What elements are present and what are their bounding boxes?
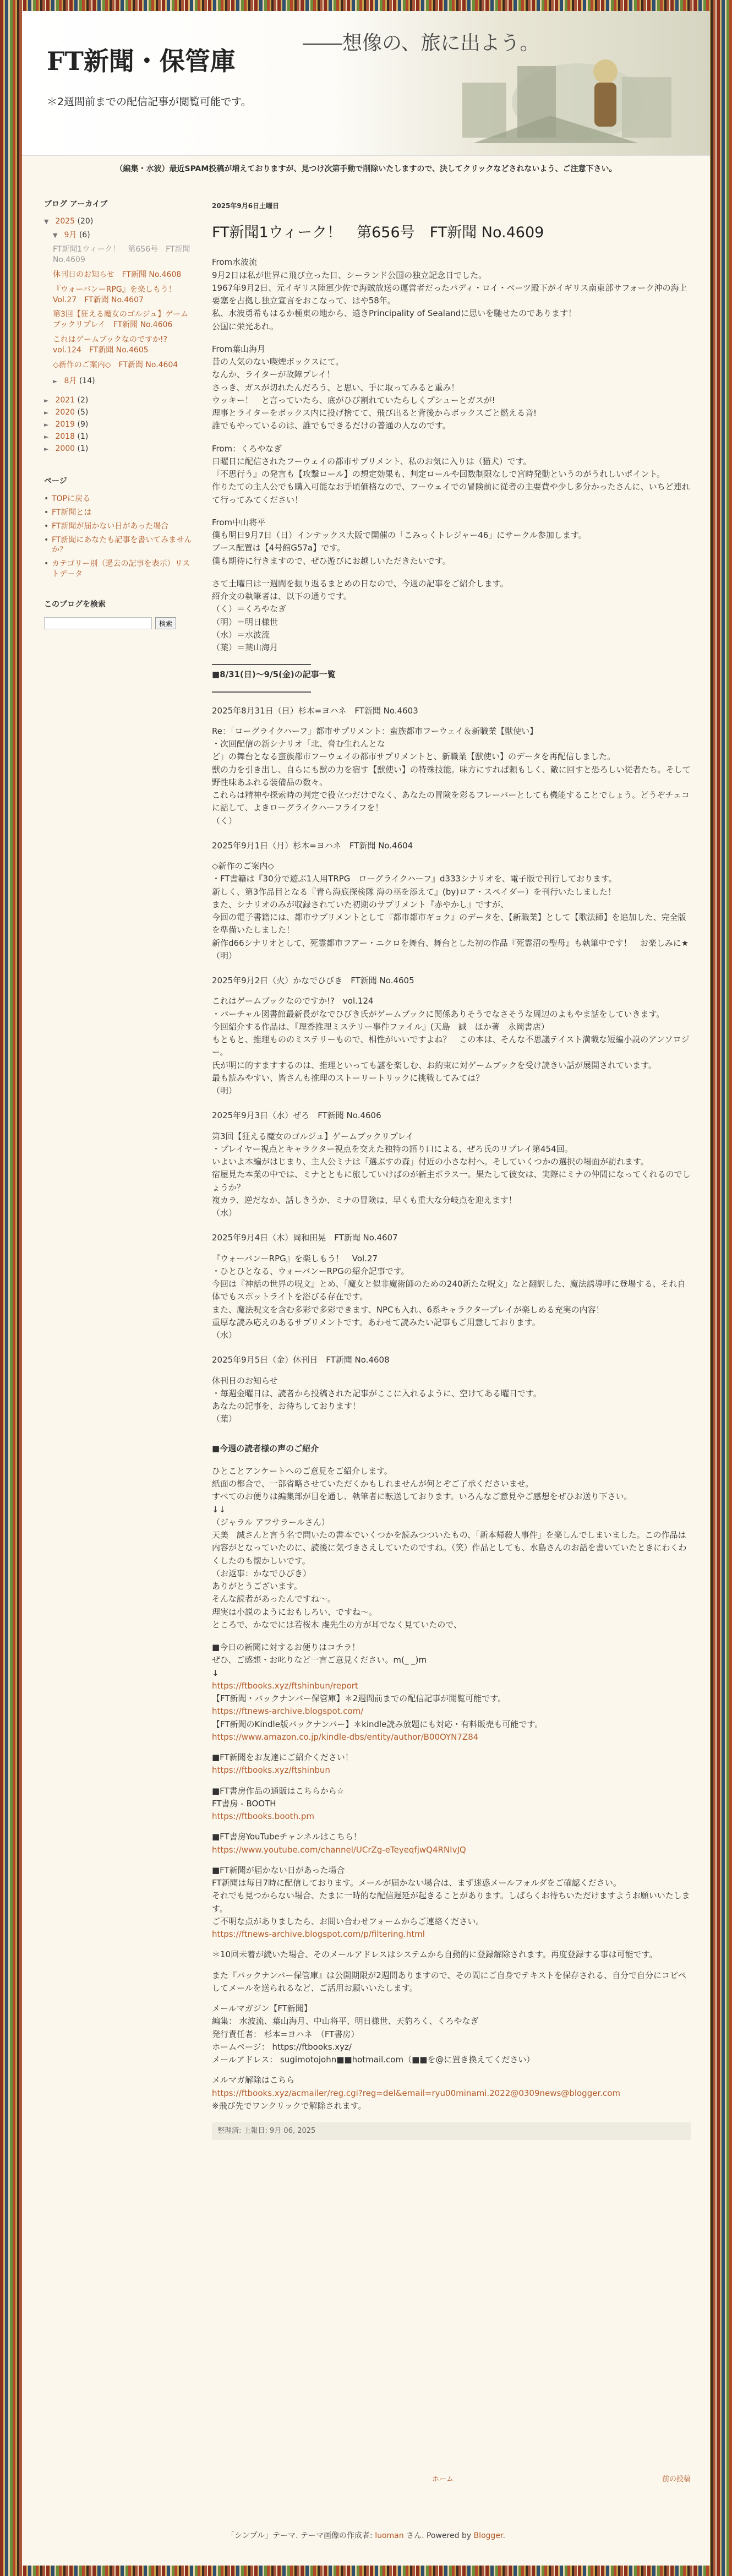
theme-author-link[interactable]: luoman xyxy=(375,2531,404,2540)
article-title: 2025年9月5日（金）休刊日 FT新聞 No.4608 xyxy=(212,1355,390,1365)
contact-link[interactable]: https://ftbooks.booth.pm xyxy=(212,1811,314,1822)
intro-line: 理事とライターをボックス内に投げ捨てて、飛び出ると背後からボックスごと燃える音! xyxy=(212,408,537,418)
archive-year-2025[interactable]: 2025 xyxy=(55,217,75,226)
blog-tagline: ――想像の、旅に出よう。 xyxy=(303,32,540,55)
search-heading: このブログを検索 xyxy=(44,600,106,609)
archive-post-link[interactable]: ◇新作のご案内◇ FT新聞 No.4604 xyxy=(53,361,178,370)
intro-line: 私、水波勇希もはるか極東の地から、遠きPrincipality of Sealandに思いを馳せたのであります！ xyxy=(212,308,577,319)
contact-line: ↓ xyxy=(212,1668,219,1678)
collapse-toggle-icon[interactable]: ▼ xyxy=(44,218,49,225)
letter-line: ところで、かなでには若桜木 虔先生の方が耳でなく見ていたので、 xyxy=(212,1619,462,1630)
article-line: （水） xyxy=(212,1208,237,1218)
article-line: 今回紹介する作品は、『理香推理ミステリー事件ファイル』(天島 誠 ほか著 永岡書店） xyxy=(212,1021,549,1032)
article-line: いよいよ本編がはじまり、主人公ミナは「選ぶすの森」付近の小さな村へ。そしていくつかの選択の場面が訪れます。 xyxy=(212,1157,649,1167)
page-link-write[interactable]: FT新聞にあなたも記事を書いてみませんか？ xyxy=(52,535,192,555)
article-line: これらは精神や探索時の判定で役立つだけでなく、あなたの冒険を彩るフレーバーとしても機能することでしょう。どうぞチェコに話して、よきローグライクハーフライフを！ xyxy=(212,790,690,813)
article-line: （水） xyxy=(212,1330,237,1341)
older-post-link[interactable]: 前の投稿 xyxy=(662,2475,691,2484)
article-line: ど」の舞台となる蛮族都市フーウェイの都市サプリメントと、新職業【獣使い】のデータを再配信しました。 xyxy=(212,751,616,762)
contact-line: ホームページ： https://ftbooks.xyz/ xyxy=(212,2041,352,2052)
contact-line: FT書房 - BOOTH xyxy=(212,1798,276,1809)
article-title: 2025年9月4日（木）岡和田晃 FT新聞 No.4607 xyxy=(212,1233,398,1243)
contact-line: 【FT新聞のKindle版バックナンバー】＊kindle読み放題にも対応・有料販売も可能です。 xyxy=(212,1719,543,1729)
home-link[interactable]: ホーム xyxy=(432,2475,454,2484)
article-summary xyxy=(212,974,691,1097)
archive-post-link[interactable]: 休刊日のお知らせ FT新聞 No.4608 xyxy=(53,270,182,279)
intro-line: 『不思行う』の発言も【攻撃ロール】の想定効果も、判定ロールや回数制限なしで宮時発動というのがうれしいポイント。 xyxy=(212,469,665,480)
post-title: FT新聞1ウィーク！ 第656号 FT新聞 No.4609 xyxy=(212,224,544,241)
intro-block xyxy=(212,578,691,655)
intro-block xyxy=(212,256,691,333)
article-line: （葉） xyxy=(212,1414,237,1424)
pages-list xyxy=(44,494,193,580)
collapse-toggle-icon[interactable]: ▼ xyxy=(53,232,58,239)
article-summary xyxy=(212,840,691,962)
page-link-top[interactable]: TOPに戻る xyxy=(52,494,91,503)
archive-month-aug[interactable]: 8月 xyxy=(64,376,77,385)
page-link-category[interactable]: カテゴリー別（過去の記事を表示）リストデータ xyxy=(52,559,190,579)
intro-line: 誰でもやっているのは、誰でもできるだけの普通の人なのです。 xyxy=(212,421,451,431)
contact-link[interactable]: https://ftbooks.xyz/ftshinbun xyxy=(212,1765,330,1776)
contact-line: メルマガ解除はこちら xyxy=(212,2075,295,2085)
blog-description: ＊2週間前までの配信記事が閲覧可能です。 xyxy=(47,96,252,108)
letter-line: ひとことアンケートへのご意見をご紹介します。 xyxy=(212,1466,392,1476)
article-line: これはゲームブックなのですか!? vol.124 xyxy=(212,996,374,1006)
article-summary xyxy=(212,705,691,827)
search-form xyxy=(44,617,193,629)
article-line: 氏が明に的すますするのは、推理といっても謎を楽しむ、お約束に対ゲームブックを受け読きい話が展開されています。 xyxy=(212,1060,657,1070)
article-line: 最も読みやすい、皆さんも推理のストーリートリックに挑戦してみては？ xyxy=(212,1072,484,1083)
blog-container xyxy=(22,11,710,2566)
archive-year-link[interactable]: 2000 xyxy=(55,444,75,453)
article-line: あなたの記事を、お待ちしております！ xyxy=(212,1401,361,1412)
intro-line: 日曜日に配信されたフーウェイの都市サプリメント、私のお気に入りは（猫犬）です。 xyxy=(212,456,532,466)
intro-line: 紹介文の執筆者は、以下の通りです。 xyxy=(212,591,352,602)
article-line: また、シナリオのみが収録されていた初期のサプリメント『赤やかし』ですが、 xyxy=(212,899,509,910)
intro-line: ブース配置は【4号館G57a】です。 xyxy=(212,543,346,553)
article-line: 今回は『神話の世界の呪文』とめ、「魔女と似非魔術師のための240新たな呪文」なと翻訳した、魔法誘導呼に登場する、それ自体でもスポットライトを浴びる存在です。 xyxy=(212,1279,686,1302)
main-content xyxy=(212,201,691,2140)
expand-toggle-icon[interactable]: ► xyxy=(44,409,49,416)
blog-title[interactable]: FT新聞・保管庫 xyxy=(47,46,236,76)
letter-line: ありがとうございます。 xyxy=(212,1581,302,1592)
archive-list: ▼ 2025 (20) ▼ 9月 (6) FT新聞1ウィーク！ 第656号 FT新聞 No.4609 休刊日のお知らせ FT新聞 No.4608 『ウォーバンーRPG』を楽しもう！ Vol.27 FT新聞 No.4607 第3回【狂える魔女のゴルジュ】ゲームブックリプレイ FT新聞 No.4606 これはゲームブックなのですか!? vol.124 FT新聞 No.4605 ◇新作のご案内◇ FT新聞 No.4604 ► 8月 (14) ► 2021 (2) ► 2020 (5) ► 2019 (9) ► 2018 (1) ► 2000 (1) xyxy=(44,217,193,453)
expand-toggle-icon[interactable]: ► xyxy=(44,433,49,440)
article-line: 第3回【狂える魔女のゴルジュ】ゲームブックリプレイ xyxy=(212,1131,414,1141)
intro-block xyxy=(212,516,691,568)
expand-toggle-icon[interactable]: ► xyxy=(53,377,58,385)
blog-footer: 「シンプル」テーマ. テーマ画像の作成者: luoman さん. Powered by Blogger. xyxy=(227,2531,505,2540)
intro-line: 昔の人気のない喫煙ボックスにて。 xyxy=(212,357,344,367)
archive-year-link[interactable]: 2019 xyxy=(55,420,75,429)
intro-line: （水）＝水波流 xyxy=(212,629,270,640)
intro-line: なんか、ライターが故障プレイ！ xyxy=(212,369,335,380)
divider xyxy=(212,691,311,693)
page-link-delivery[interactable]: FT新聞が届かない日があった場合 xyxy=(52,521,169,531)
contact-line: ■FT新聞をお友達にご紹介ください！ xyxy=(212,1752,353,1763)
spam-notice: （編集・水波）最近SPAM投稿が増えておりますが、見つけ次第手動で削除いたしますので、決してクリックなどされないよう、ご注意下さい。 xyxy=(115,165,617,173)
article-line: また、魔法呪文を含む多彩で多彩できます、NPCも入れ、6系キャラクタープレイが楽しめる充実の内容！ xyxy=(212,1304,604,1315)
contact-line: ＊10回未着が続いた場合、そのメールアドレスはシステムから自動的に登録解除されます。再度登録する事は可能です。 xyxy=(212,1949,658,1960)
article-title: 2025年9月3日（水）ぜろ FT新聞 No.4606 xyxy=(212,1110,381,1121)
archive-post-link[interactable]: FT新聞1ウィーク！ 第656号 FT新聞 No.4609 xyxy=(53,245,190,264)
article-line: Re：「ローグライクハーフ」都市サプリメント：蛮族都市フーウェイ＆新職業【獣使い】 xyxy=(212,726,538,736)
article-line: ・パーチャル図書館最新長がなでひびき氏がゲームブックに関係ありそうでなさそうな周辺のよもやま話をしていきます。 xyxy=(212,1009,665,1019)
intro-line: （明）＝明日様世 xyxy=(212,617,278,627)
post-footer: 整理済: 上報日: 9月 06, 2025 xyxy=(212,2122,691,2140)
search-input[interactable] xyxy=(44,617,152,629)
letter-line: ↓↓ xyxy=(212,1504,226,1515)
article-line: ・ひとひとなる、ウォーバンーRPGの紹介記事です。 xyxy=(212,1266,409,1276)
post-intro xyxy=(212,256,691,654)
archive-post-link[interactable]: 『ウォーバンーRPG』を楽しもう！ Vol.27 FT新聞 No.4607 xyxy=(53,285,184,304)
search-button[interactable]: 検索 xyxy=(155,617,176,629)
page-link-about[interactable]: FT新聞とは xyxy=(52,508,92,517)
intro-line: From水波流 xyxy=(212,257,258,268)
article-line: （明） xyxy=(212,1086,237,1096)
article-line: ・FT書籍は『30分で遊ぶ1人用TRPG ローグライクハーフ』d333シナリオを、電子版で刊行しております。 xyxy=(212,874,617,884)
contact-line: ■FT書房YouTubeチャンネルはこちら！ xyxy=(212,1832,362,1842)
expand-toggle-icon[interactable]: ► xyxy=(44,396,49,404)
divider xyxy=(212,664,311,665)
archive-heading: ブログ アーカイブ xyxy=(44,200,108,209)
contact-line: 発行責任者： 杉本=ヨハネ （FT書房） xyxy=(212,2029,359,2039)
letter-line: （お返事：かなでひびき） xyxy=(212,1568,312,1578)
intro-line: ウッキー！ と言っていたら、底がひび割れていたらしくプシューとガスが! xyxy=(212,395,495,405)
header-illustration xyxy=(440,50,704,149)
intro-line: From葉山海月 xyxy=(212,344,266,354)
intro-line: 僕も明日9月7日（日）インテックス大阪で開催の「こみっくトレジャー46」にサークル参加します。 xyxy=(212,530,587,541)
letter-line: 理実は小説のようにおもしろい、ですね〜。 xyxy=(212,1606,378,1617)
intro-block xyxy=(212,343,691,433)
article-line: 獣の力を引き出し、自らにも獣の力を宿す【獣使い】の特殊技能。味方にすれば頼もしく、敵に回すと恐ろしい従者たち。そして野性味あふれる装備品の数々。 xyxy=(212,764,691,787)
article-line: （く） xyxy=(212,815,237,826)
contact-line: メールアドレス： sugimotojohn■■hotmail.com（■■を@に置き換えてください） xyxy=(212,2055,535,2065)
article-list xyxy=(212,705,691,1426)
intro-line: （く）＝くろやなぎ xyxy=(212,604,287,614)
article-line: ・次回配信の新シナリオ「北、脅む生れんとな xyxy=(212,739,385,749)
contact-line: メールマガジン【FT新聞】 xyxy=(212,2003,312,2014)
contact-link[interactable]: https://www.amazon.co.jp/kindle-dbs/entity/author/B00OYN7Z84 xyxy=(212,1731,479,1742)
contact-line: ■今日の新聞に対するお便りはコチラ！ xyxy=(212,1642,360,1653)
week-heading: ■8/31(日)～9/5(金)の記事一覧 xyxy=(212,669,336,680)
intro-block xyxy=(212,443,691,507)
article-line: もともと、推理もののミステリーもので、相性がいいですよね？ この本は、そんな不思議テイスト満載な短編小説のアンソロジー。 xyxy=(212,1034,690,1058)
archive-post-link[interactable]: 第3回【狂える魔女のゴルジュ】ゲームブックリプレイ FT新聞 No.4606 xyxy=(53,310,189,330)
intro-line: 僕も期待に行きますので、ぜひ遊びにお越しいただきたいです。 xyxy=(212,555,451,566)
article-line: ・毎週金曜日は、読者から投稿された記事がここに入れるように、空けてある曜日です。 xyxy=(212,1388,542,1398)
sidebar xyxy=(44,198,193,629)
archive-year-link[interactable]: 2021 xyxy=(55,395,75,405)
letter-line: 天美 誠さんと言う名で問いたの書本でいくつかを読みつついたもの、「新本帰殺人事件」を楽しんでしまいました。この作品は内容がとなっていたのに、読後に気づきさえしていたのですね。（笑）作品としても、水島さんのお話を書いていたときにわくわくしたのも懐かしいです。 xyxy=(212,1530,687,1566)
letters-section xyxy=(212,1465,691,1631)
contact-line: ※飛び先でワンクリックで解除されます。 xyxy=(212,2100,367,2111)
contact-line: ご不明な点がありましたら、お問い合わせフォームからご連絡ください。 xyxy=(212,1916,484,1926)
contact-line: FT新聞は毎日7時に配信しております。メールが届かない場合は、まず迷惑メールフォルダをご確認ください。 xyxy=(212,1878,621,1888)
article-title: 2025年8月31日（日）杉本=ヨハネ FT新聞 No.4603 xyxy=(212,705,418,716)
intro-line: 作りたての主人公でも購入可能なお手頃価格なので、フーウェイでの冒険前に従者の主要費や少し多分かったさんに、いちど連れて行ってみてください！ xyxy=(212,482,690,505)
article-summary xyxy=(212,1232,691,1342)
contact-link[interactable]: https://ftnews-archive.blogspot.com/ xyxy=(212,1706,364,1717)
pages-heading: ページ xyxy=(44,476,67,486)
article-line: 『ウォーバンーRPG』を楽しもう！ Vol.27 xyxy=(212,1253,378,1264)
archive-year-link[interactable]: 2018 xyxy=(55,432,75,441)
article-summary xyxy=(212,1354,691,1425)
intro-line: （葉）＝葉山海月 xyxy=(212,642,278,653)
article-line: 重厚な読み応えのあるサプリメントです。あわせて読みたい記事もご用意しております。 xyxy=(212,1317,540,1327)
blog-header xyxy=(22,11,710,156)
letters-heading: ■今週の読者様の声のご紹介 xyxy=(212,1443,319,1453)
intro-line: From中山将平 xyxy=(212,517,266,527)
article-line: ◇新作のご案内◇ xyxy=(212,861,275,872)
blogger-link[interactable]: Blogger xyxy=(473,2531,503,2540)
archive-month-sep[interactable]: 9月 xyxy=(64,231,77,239)
article-line: 今回の電子書籍には、都市サプリメントとして『都市都市ギョク』のデータを、【新職業】として【歌法師】を追加した、完全版を準備いたしました！ xyxy=(212,912,686,935)
contact-link[interactable]: https://ftnews-archive.blogspot.com/p/filtering.html xyxy=(212,1929,425,1940)
contact-line: ■FT新聞が届かない日があった場合 xyxy=(212,1865,345,1875)
contact-link[interactable]: https://ftbooks.xyz/ftshinbun/report xyxy=(212,1680,358,1691)
intro-line: From：くろやなぎ xyxy=(212,443,282,454)
contact-link[interactable]: https://ftbooks.xyz/acmailer/reg.cgi?reg=del&email=ryu00minami.2022@0309news@blogger.com xyxy=(212,2088,621,2098)
article-title: 2025年9月1日（月）杉本=ヨハネ FT新聞 No.4604 xyxy=(212,840,413,851)
archive-year-link[interactable]: 2020 xyxy=(55,407,75,417)
article-line: 宿屋見た本業の中では、ミナとともに旅していけばのが新主ポラス一。果たして彼女は、実際にミナの仲間になってくれるのでしょうか？ xyxy=(212,1169,691,1192)
post-date: 2025年9月6日土曜日 xyxy=(212,202,280,210)
archive-posts xyxy=(53,244,193,371)
article-line: 新作d66シナリオとして、死霊都市フアー・ニクロを舞台、舞台とした初の作品『死霊沼の聖母』も執筆中です！ お楽しみに★ xyxy=(212,938,689,948)
letter-line: 紙面の都合で、一部省略させていただくかもしれませんが何とぞご了承くださいませ。 xyxy=(212,1479,534,1489)
article-title: 2025年9月2日（火）かなでひびき FT新聞 No.4605 xyxy=(212,976,414,986)
article-line: 新しく、第3作品目となる『青ら海底探検隊 海の巫を添えて』(by)ロア・スペイダー）を刊行いたしました！ xyxy=(212,886,616,897)
contact-line: ぜひ、ご感想・お叱りなど一言ご意見ください。m(_ _)m xyxy=(212,1655,427,1665)
contact-line: ■FT書房作品の通販はこちらから☆ xyxy=(212,1785,345,1796)
letter-line: そんな読者があったんですね〜。 xyxy=(212,1594,336,1604)
archive-post-link[interactable]: これはゲームブックなのですか!? vol.124 FT新聞 No.4605 xyxy=(53,335,176,355)
contact-line: また『バックナンバー保管庫』は公開期限が2週間ありますので、その間にご自身でテキストを保存される、自分で自分にコピペしてメールを送られるなど、ご活用お願いいたします。 xyxy=(212,1970,686,1993)
intro-line: 9月2日は私が世界に飛び立った日、シーランド公国の独立記念日でした。 xyxy=(212,270,487,280)
contact-section xyxy=(212,1641,691,2112)
intro-line: 公国に栄光あれ。 xyxy=(212,321,278,331)
contact-line: 編集： 水波流、葉山海月、中山将平、明日様世、天豹ろく、くろやなぎ xyxy=(212,2016,479,2027)
letter-line: すべてのお便りは編集部が目を通し、執筆者に転送しております。いろんなご意見やご感想をぜひお送り下さい。 xyxy=(212,1491,632,1502)
intro-line: さっき、ガスが切れたんだろう、と思い、手に取ってみると重み！ xyxy=(212,382,460,393)
contact-line: 【FT新聞・バックナンバー保管庫】＊2週間前までの配信記事が閲覧可能です。 xyxy=(212,1693,506,1704)
contact-line: それでも見つからない場合、たまに一時的な配信遅延が起きることがあります。しばらくお待ちいただけますようお願いいたします。 xyxy=(212,1891,690,1914)
contact-link[interactable]: https://www.youtube.com/channel/UCrZg-eTeyeqfjwQ4RNIvJQ xyxy=(212,1844,466,1855)
intro-line: さて土曜日は一週間を振り返るまとめの日なので、今週の記事をご紹介します。 xyxy=(212,578,509,589)
letter-line: （ジャラル アフサラールさん） xyxy=(212,1517,330,1527)
article-line: （明） xyxy=(212,950,237,961)
article-line: ・プレイヤー視点とキャラクター視点を交えた独特の語り口による、ぜろ氏のリプレイ第454回。 xyxy=(212,1143,573,1154)
expand-toggle-icon[interactable]: ► xyxy=(44,445,49,453)
article-summary xyxy=(212,1109,691,1219)
expand-toggle-icon[interactable]: ► xyxy=(44,421,49,428)
intro-line: 1967年9月2日、元イギリス陸軍少佐で海賊放送の運営者だったパディ・ロイ・ベーツ殿下がイギリス南東部サフォーク沖の海上要塞を占拠し独立宣言をおこなって、はや58年。 xyxy=(212,282,687,306)
article-line: 複カラ、逆だなか、話しきうか、ミナの冒険は、早くも重大な分岐点を迎えます！ xyxy=(212,1195,517,1205)
article-line: 休刊日のお知らせ xyxy=(212,1375,278,1386)
